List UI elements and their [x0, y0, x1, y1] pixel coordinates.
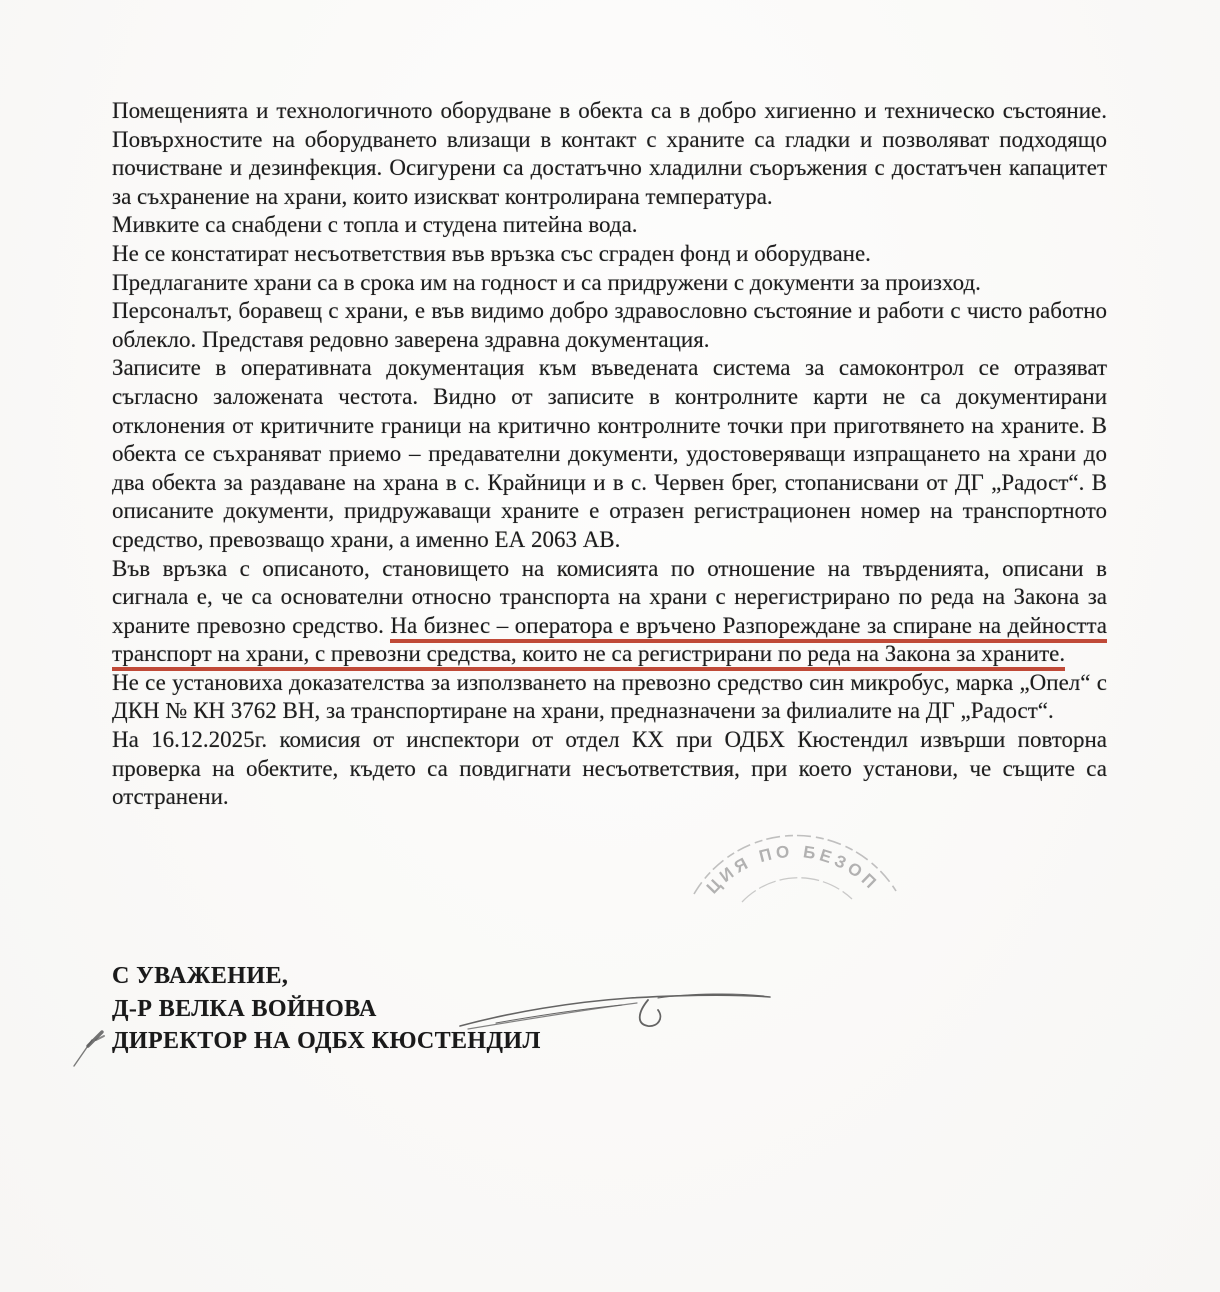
stamp-arc-text: ЦИЯ ПО БЕЗОП	[702, 841, 883, 898]
document-body	[112, 97, 1107, 812]
pen-mark	[70, 1026, 112, 1070]
paragraph-sinks-water: Мивките са снабдени с топла и студена питейна вода.	[112, 212, 638, 238]
official-stamp	[686, 820, 904, 904]
paragraph-premises-equipment: Помещенията и технологичното оборудване в обекта са в добро хигиенно и техническо състояние. Повърхностите на оборудването влизащи в контакт с храните са гладки и позволяват подходящо почистване и дезинфекция. Осигурени са достатъчно хладилни съоръжения с достатъчен капацитет за съхранение на храни, които изискват контролирана температура.	[112, 98, 1107, 209]
stamp-inner-arc	[742, 878, 852, 902]
signatory-name: Д-Р ВЕЛКА ВОЙНОВА	[112, 995, 377, 1022]
paragraph-followup-check: На 16.12.2025г. комисия от инспектори от отдел КХ при ОДБХ Кюстендил извърши повторна проверка на обектите, където са повдигнати несъответствия, при което установи, че същите са отстранени.	[112, 727, 1107, 810]
conclusion-lead-text: Във връзка с описаното, становището на комисията по отношение на твърденията, описани в сигнала е, че са основателни относно транспорта на храни с нерегистрирано по реда на Закона за храните превозно средство.	[112, 555, 1107, 638]
paragraph-no-evidence-minibus: Не се установиха доказателства за използването на превозно средство син микробус, марка „Опел“ с ДКН № КН 3762 ВН, за транспортиране на храни, предназначени за филиалите на ДГ „Радост“.	[112, 669, 1107, 724]
signature-block	[112, 960, 541, 1058]
paragraph-commission-conclusion	[112, 555, 1107, 669]
paragraph-food-shelf-life: Предлаганите храни са в срока им на годност и са придружени с документи за произход.	[112, 269, 981, 295]
paragraph-no-nonconformities: Не се констатират несъответствия във връзка със сграден фонд и оборудване.	[112, 240, 871, 266]
signatory-title: ДИРЕКТОР НА ОДБХ КЮСТЕНДИЛ	[112, 1028, 541, 1055]
paragraph-selfcontrol-records: Записите в оперативната документация към въведената система за самоконтрол се отразяват съгласно заложената честота. Видно от записите в контролните карти не са документирани отклонения от критичните граници на критично контролните точки при приготвянето на храните. В обекта се съхраняват приемо – предавателни документи, удостоверяващи изпращането на храни до два обекта за раздаване на храна в с. Крайници и в с. Червен брег, стопанисвани от ДГ „Радост“. В описаните документи, придружаващи храните е отразен регистрационен номер на транспортното средство, превозващо храни, а именно ЕА 2063 АВ.	[112, 355, 1107, 552]
paragraph-personnel-health: Персоналът, боравещ с храни, е във видимо добро здравословно състояние и работи с чисто работно облекло. Представя редовно заверена здравна документация.	[112, 298, 1107, 352]
stamp-arc-text-element	[703, 842, 883, 898]
red-underlined-text: На бизнес – оператора е връчено Разпореждане за спиране на дейността транспорт на храни, с превозни средства, които не са регистрирани по реда на Закона за храните.	[112, 613, 1107, 672]
closing-line: С УВАЖЕНИЕ,	[112, 963, 289, 989]
